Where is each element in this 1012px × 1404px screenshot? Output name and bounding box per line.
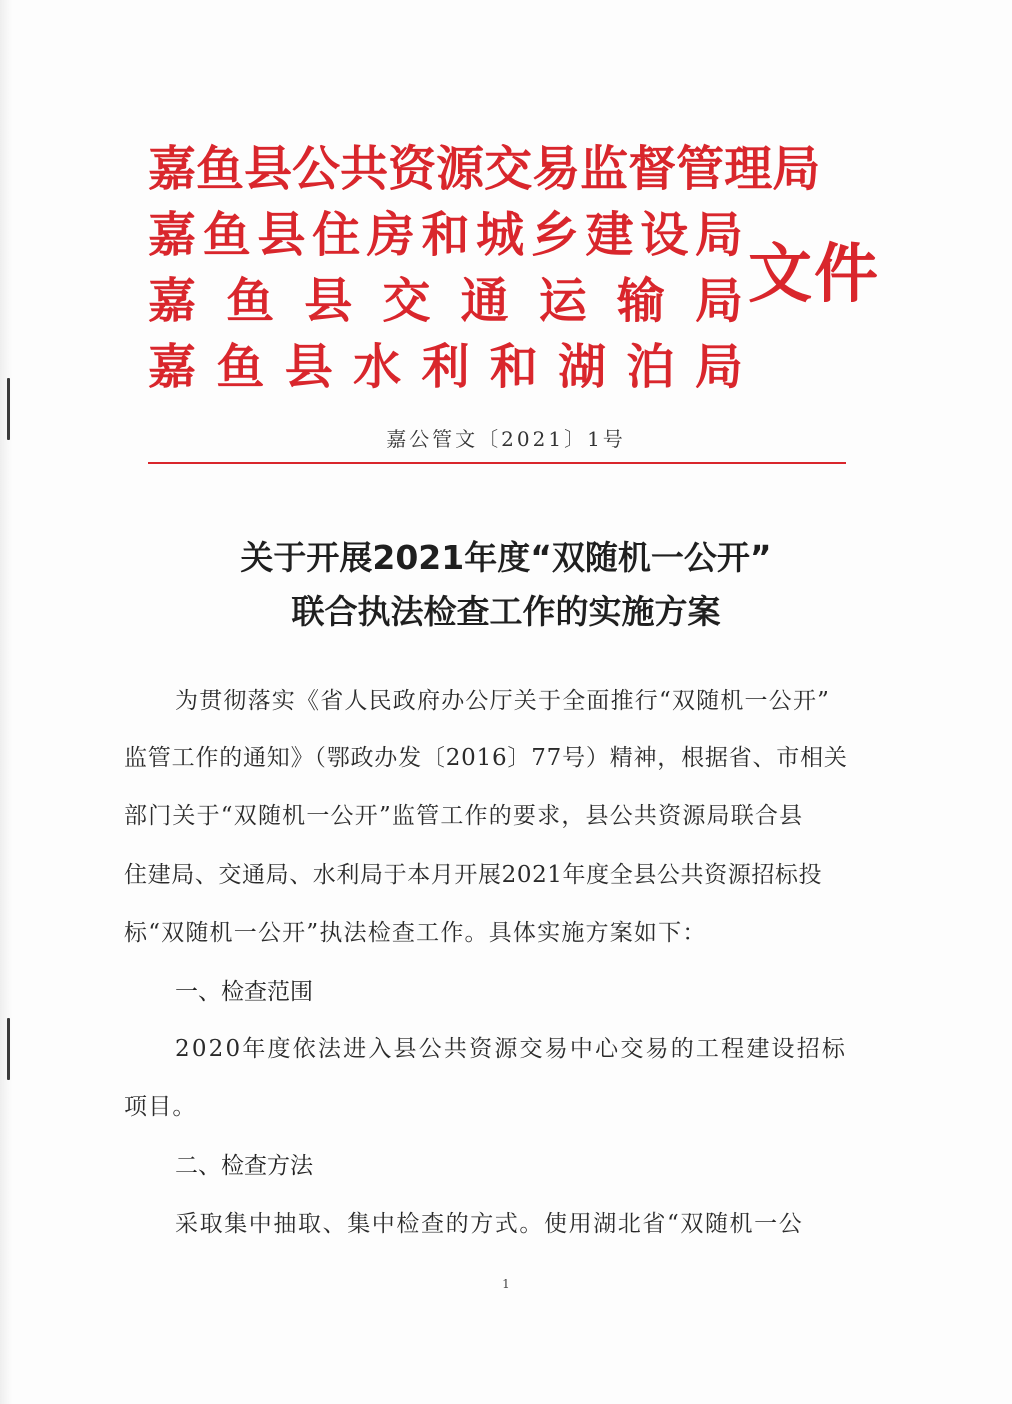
agency-char: 乡 <box>530 207 579 263</box>
agency-char: 利 <box>421 339 470 395</box>
agency-char: 鱼 <box>196 141 245 197</box>
red-letterhead <box>148 140 880 395</box>
agency-char: 公 <box>292 141 341 197</box>
agency-char: 通 <box>460 273 509 329</box>
agency-name <box>148 206 743 264</box>
section-heading: 二、检查方法 <box>175 1153 313 1179</box>
binding-mark <box>7 1018 10 1080</box>
agency-char: 管 <box>676 141 725 197</box>
agency-char: 县 <box>244 141 293 197</box>
document-suffix: 文件 <box>748 238 880 312</box>
agency-char: 县 <box>284 339 333 395</box>
body-text-line: 项目。 <box>124 1094 197 1120</box>
agency-char: 局 <box>694 207 743 263</box>
body-text-line: 住建局、交通局、水利局于本月开展2021年度全县公共资源招标投 <box>124 862 823 888</box>
agency-char: 泊 <box>626 339 675 395</box>
body-text-line: 为贯彻落实《省人民政府办公厅关于全面推行“双随机一公开” <box>175 688 831 714</box>
agency-char: 局 <box>772 141 821 197</box>
agency-char: 住 <box>312 207 361 263</box>
agency-char: 鱼 <box>202 207 251 263</box>
agency-char: 和 <box>421 207 470 263</box>
agency-char: 资 <box>388 141 437 197</box>
agency-char: 共 <box>340 141 389 197</box>
body-text-line: 标“双随机一公开”执法检查工作。具体实施方案如下： <box>124 920 707 946</box>
agency-char: 县 <box>257 207 306 263</box>
agency-char: 和 <box>489 339 538 395</box>
body-text-line: 部门关于“双随机一公开”监管工作的要求，县公共资源局联合县 <box>124 803 804 829</box>
section-heading: 一、检查范围 <box>175 979 313 1005</box>
agency-char: 城 <box>476 207 525 263</box>
agency-char: 建 <box>585 207 634 263</box>
agency-char: 易 <box>532 141 581 197</box>
agency-char: 嘉 <box>148 273 197 329</box>
agency-char: 嘉 <box>148 339 197 395</box>
agency-char: 鱼 <box>226 273 275 329</box>
agency-name <box>148 338 743 396</box>
agency-char: 嘉 <box>148 207 197 263</box>
agency-char: 理 <box>724 141 773 197</box>
agency-char: 嘉 <box>148 141 197 197</box>
document-number: 嘉公管文〔2021〕1号 <box>386 427 626 451</box>
agency-name <box>148 272 743 330</box>
agency-char: 设 <box>640 207 689 263</box>
agency-char: 县 <box>304 273 353 329</box>
document-title-line-1: 关于开展2021年度“双随机一公开” <box>240 538 772 577</box>
document-title-line-2: 联合执法检查工作的实施方案 <box>291 592 721 631</box>
body-text-line: 采取集中抽取、集中检查的方式。使用湖北省“双随机一公 <box>175 1211 804 1237</box>
agency-char: 局 <box>694 273 743 329</box>
agency-char: 房 <box>366 207 415 263</box>
agency-char: 监 <box>580 141 629 197</box>
agency-char: 运 <box>538 273 587 329</box>
agency-char: 交 <box>382 273 431 329</box>
body-text-line: 2020年度依法进入县公共资源交易中心交易的工程建设招标 <box>175 1036 848 1062</box>
agency-char: 湖 <box>558 339 607 395</box>
agency-char: 水 <box>353 339 402 395</box>
agency-name <box>148 140 821 198</box>
red-divider <box>148 462 846 464</box>
scan-edge-shadow <box>0 0 12 1404</box>
agency-char: 源 <box>436 141 485 197</box>
agency-char: 鱼 <box>216 339 265 395</box>
body-text-line: 监管工作的通知》（鄂政办发〔2016〕77号）精神，根据省、市相关 <box>124 745 848 771</box>
page-number: 1 <box>502 1277 510 1291</box>
agency-char: 输 <box>616 273 665 329</box>
agency-char: 局 <box>694 339 743 395</box>
agency-char: 督 <box>628 141 677 197</box>
agency-char: 交 <box>484 141 533 197</box>
